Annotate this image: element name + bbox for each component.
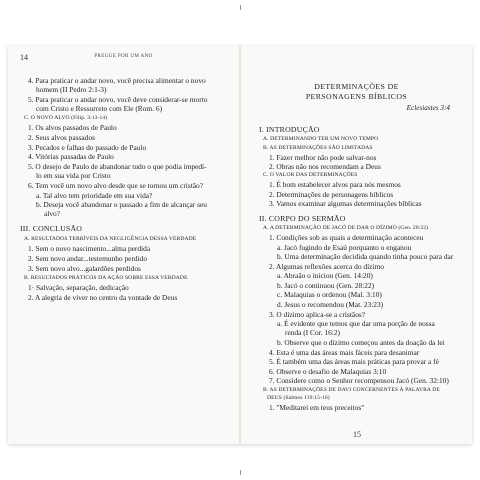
left-outline-line: 4. Vitórias passadas de Paulo (28, 152, 114, 161)
left-outline-line: homem (II Pedro 2:1-3) (36, 85, 107, 94)
left-outline-line: a. Tal alvo tem prioridade em sua vida? (36, 191, 153, 200)
left-outline-line: 2. A alegria de viver no centro da vontade de Deus (28, 293, 178, 302)
right-outline-line: b. Observe que o dízimo começou antes da doação da lei (277, 338, 445, 347)
right-outline-line: 2. Algumas reflexões acerca do dízimo (269, 262, 384, 271)
crop-mark-top (240, 5, 241, 10)
right-outline-line: II. CORPO DO SERMÃO (259, 214, 346, 223)
crop-mark-bottom (240, 470, 241, 475)
right-outline-line: 3. Vamos examinar algumas determinações bíblicas (269, 199, 422, 208)
left-outline-line: C. O NOVO ALVO (Filip. 3:13-14) (24, 115, 108, 121)
right-outline-line: b. Jacó o continuou (Gen. 28:22) (277, 281, 375, 290)
right-outline-line: 5. É também uma das áreas mais práticas para provar a fé (269, 357, 439, 366)
right-outline-line: B. AS DETERMINAÇÕES DE DAVI CONCERNENTES À PALAVRA DE (263, 387, 440, 393)
left-outline-line: 4. Para praticar o andar novo, você precisa alimentar o novo (28, 76, 206, 85)
left-outline-line: lo em sua vida por Cristo (36, 171, 111, 180)
right-outline-line: d. Jesus o recomendou (Mat. 23:23) (277, 300, 384, 309)
right-outline-line: 7. Considere como o Senhor recompensou Jacó (Gen. 32:10) (269, 376, 449, 385)
right-outline-line: b. Uma determinação decidida quando tinha pouco para dar (277, 252, 454, 261)
right-outline-line: C. O VALOR DAS DETERMINAÇÕES (263, 172, 358, 178)
left-outline-line: 5. Para praticar o andar novo, você deve considerar-se morto (28, 95, 208, 104)
left-outline-line: 6. Tem você um novo alvo desde que se tornou um cristão? (28, 181, 204, 190)
page-number-right: 15 (353, 430, 361, 439)
right-outline-line: a. Abraão o iniciou (Gen. 14:20) (277, 271, 373, 280)
right-outline-line: DEUS (Salmos 119:15-16) (267, 395, 330, 401)
right-outline-line: B. AS DETERMINAÇÕES SÃO LIMITADAS (263, 145, 373, 151)
right-outline-line: 1. É bom estabelecer alvos para nós mesmos (269, 180, 401, 189)
left-outline-line: 3. Pecados e falhas do passado de Paulo (28, 143, 147, 152)
right-outline-line: 3. O dízimo aplica-se a cristãos? (269, 310, 366, 319)
right-outline-line: 1. "Meditarei em teus preceitos" (269, 403, 365, 412)
right-outline-line: A. DETERMINANDO TER UM NOVO TEMPO (263, 136, 379, 142)
left-outline-line: 2. Sem novo andar...testemunho perdido (28, 254, 148, 263)
left-outline-line: b. Deseja você abandonar o passado a fim de alcançar seu (36, 200, 207, 209)
left-outline-line: 1. Sem o novo nascimento...alma perdida (28, 244, 151, 253)
right-outline-line: I. INTRODUÇÃO (259, 125, 320, 134)
left-outline-line: alvo? (44, 209, 61, 218)
page-number-left: 14 (20, 53, 28, 62)
right-outline-line: 2. Determinações de personagens bíblicos (269, 190, 394, 199)
right-page (241, 46, 472, 444)
right-outline-line: a. É evidente que temos que dar uma porção de nossa (277, 319, 435, 328)
left-outline-line: 1. Os alvos passados de Paulo (28, 123, 117, 132)
open-book (8, 46, 472, 444)
left-outline-line: B. RESULTADOS PRÁTICOS DA AÇÃO SOBRE ESSA VERDADE (24, 275, 188, 281)
right-outline-line: a. Jacó fugindo de Esaú porquanto o enganou (277, 243, 412, 252)
right-outline-line: 1. Condições sob as quais a determinação aconteceu (269, 233, 424, 242)
right-outline-line: c. Malaquias o ordenou (Mal. 3:10) (277, 290, 382, 299)
left-outline-line: 3. Sem novo alvo...galardões perdidos (28, 264, 141, 273)
left-outline-line: 5. O desejo de Paulo de abandonar tudo o que podia impedí- (28, 162, 207, 171)
left-page (8, 46, 239, 444)
left-outline-line: 2. Seus alvos passados (28, 133, 95, 142)
running-head: PREGUE POR UM ANO (94, 54, 153, 59)
right-outline-line: renda (I Cor. 16:2) (285, 328, 341, 337)
right-outline-line: A. A DETERMINAÇÃO DE JACÓ DE DAR O DÍZIMO (Gen. 28:22) (263, 225, 429, 231)
right-outline-line: 1. Fazer melhor não pode salvar-nos (269, 153, 377, 162)
epigraph-reference: Eclesiastes 3:4 (406, 104, 450, 112)
sermon-title-line-1: DETERMINAÇÕES DE (314, 82, 399, 91)
left-outline-line: 1· Salvação, separação, dedicação (28, 283, 129, 292)
right-outline-line: 4. Esta é uma das áreas mais fáceis para desanimar (269, 348, 420, 357)
left-outline-line: com Cristo e Ressurreto com Ele (Rom. 6) (36, 104, 163, 113)
left-outline-line: III. CONCLUSÃO (20, 224, 83, 233)
right-outline-line: 6. Observe o desafio de Malaquias 3:10 (269, 367, 387, 376)
left-outline-line: A. RESULTADOS TERRÍVEIS DA NEGLIGÊNCIA DESSA VERDADE (24, 236, 197, 242)
sermon-title-line-2: PERSONAGENS BÍBLICOS (305, 92, 408, 101)
right-outline-line: 2. Obras não nos recomendam a Deus (269, 162, 381, 171)
